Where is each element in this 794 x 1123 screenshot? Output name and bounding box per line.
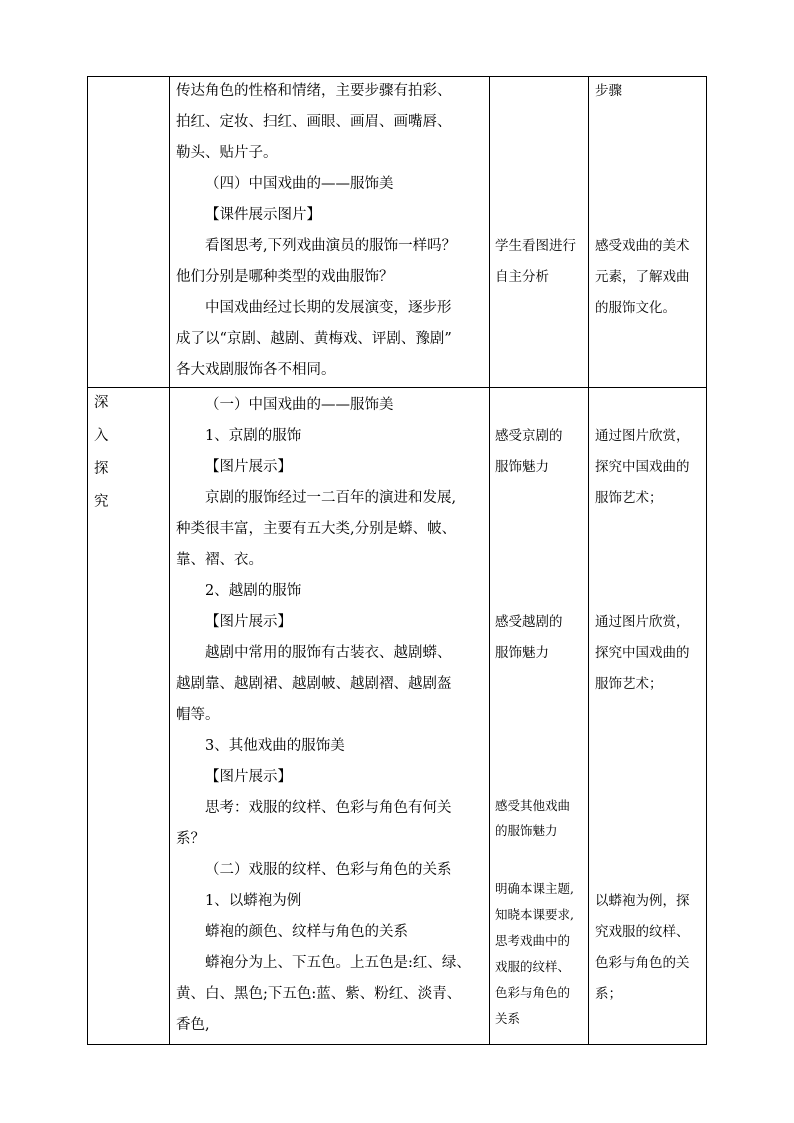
row2-text-line: 越剧中常用的服饰有古装衣、越剧蟒、 (205, 645, 452, 661)
row2-student-activity: 戏服的纹样、 (495, 959, 571, 974)
row-divider (88, 387, 706, 388)
row2-section-heading: （二）戏服的纹样、色彩与角色的关系 (205, 862, 452, 878)
row2-text-line: 越剧靠、越剧裙、越剧帔、越剧褶、越剧盔 (176, 676, 452, 692)
row2-text-line: 种类很丰富，主要有五大类,分别是蟒、帔、 (176, 521, 457, 537)
column-divider (588, 77, 589, 1044)
row2-intent: 通过图片欣赏， (595, 614, 690, 630)
row2-text-line: 靠、褶、衣。 (176, 552, 263, 568)
row1-text-line: 看图思考,下列戏曲演员的服饰一样吗？ (205, 238, 457, 254)
row2-student-activity: 明确本课主题, (495, 881, 574, 896)
column-divider (489, 77, 490, 1044)
row2-subheading: 3、其他戏曲的服饰美 (205, 738, 345, 754)
row2-text-line: 【图片展示】 (205, 769, 292, 785)
row2-intent: 色彩与角色的关 (595, 955, 690, 971)
row1-intent: 的服饰文化。 (595, 300, 676, 316)
row2-intent: 服饰艺术； (595, 676, 663, 692)
row2-subheading: 2、越剧的服饰 (205, 583, 302, 599)
row2-student-activity: 感受其他戏曲 (495, 798, 571, 813)
row2-intent: 探究中国戏曲的 (595, 645, 690, 661)
row2-student-activity: 知晓本课要求, (495, 907, 574, 922)
row2-text-line: 黄、白、黑色;下五色:蓝、紫、粉红、淡青、 (176, 986, 462, 1002)
row1-student-activity: 学生看图进行 (495, 238, 576, 254)
row2-text-line: 蟒袍分为上、下五色。上五色是:红、绿、 (205, 955, 471, 971)
row2-intent: 以蟒袍为例，探 (595, 893, 690, 909)
row1-text-line: 拍红、定妆、扫红、画眼、画眉、画嘴唇、 (176, 114, 452, 130)
row1-text-line: 【课件展示图片】 (205, 207, 321, 223)
row2-intent: 系； (595, 986, 622, 1002)
column-divider (169, 77, 170, 1044)
row2-student-activity: 服饰魅力 (495, 459, 549, 475)
row1-text-line: 中国戏曲经过长期的发展演变，逐步形 (205, 300, 452, 316)
row2-text-line: 蟒袍的颜色、纹样与角色的关系 (205, 924, 408, 940)
row2-intent: 通过图片欣赏， (595, 428, 690, 444)
row1-section-heading: （四）中国戏曲的——服饰美 (205, 176, 394, 192)
row1-intent: 感受戏曲的美术 (595, 238, 690, 254)
row1-text-line: 各大戏剧服饰各不相同。 (176, 362, 336, 378)
row2-student-activity: 服饰魅力 (495, 645, 549, 661)
row2-text-line: 【图片展示】 (205, 459, 292, 475)
row2-student-activity: 感受越剧的 (495, 614, 563, 630)
row1-text-line: 他们分别是哪种类型的戏曲服饰？ (176, 269, 394, 285)
stage-label-char: 探 (94, 461, 109, 477)
row2-text-line: 【图片展示】 (205, 614, 292, 630)
row2-student-activity: 色彩与角色的 (495, 985, 571, 1000)
row2-text-line: 系？ (176, 831, 205, 847)
row1-text-line: 传达角色的性格和情绪，主要步骤有拍彩、 (176, 83, 452, 99)
row2-text-line: 思考：戏服的纹样、色彩与角色有何关 (205, 800, 452, 816)
row1-text-line: 成了以“京剧、越剧、黄梅戏、评剧、豫剧” (176, 331, 452, 347)
stage-label-char: 究 (94, 494, 109, 510)
row2-text-line: 帽等。 (176, 707, 220, 723)
row1-student-activity: 自主分析 (495, 269, 549, 285)
row1-intent: 元素，了解戏曲 (595, 269, 690, 285)
row2-subheading: 1、以蟒袍为例 (205, 893, 302, 909)
row2-subheading: 1、京剧的服饰 (205, 428, 302, 444)
row1-intent-top: 步骤 (595, 83, 622, 99)
row2-student-activity: 的服饰魅力 (495, 823, 558, 838)
row2-intent: 究戏服的纹样、 (595, 924, 690, 940)
row2-intent: 服饰艺术； (595, 490, 663, 506)
row2-text-line: 香色, (176, 1017, 210, 1033)
row2-student-activity: 感受京剧的 (495, 428, 563, 444)
row2-text-line: 京剧的服饰经过一二百年的演进和发展, (205, 490, 457, 506)
stage-label-char: 深 (94, 395, 109, 411)
row2-student-activity: 思考戏曲中的 (495, 933, 571, 948)
row1-text-line: 勒头、贴片子。 (176, 145, 278, 161)
stage-label-char: 入 (94, 428, 109, 444)
row2-student-activity: 关系 (495, 1011, 521, 1026)
row2-section-heading: （一）中国戏曲的——服饰美 (205, 397, 394, 413)
row2-intent: 探究中国戏曲的 (595, 459, 690, 475)
